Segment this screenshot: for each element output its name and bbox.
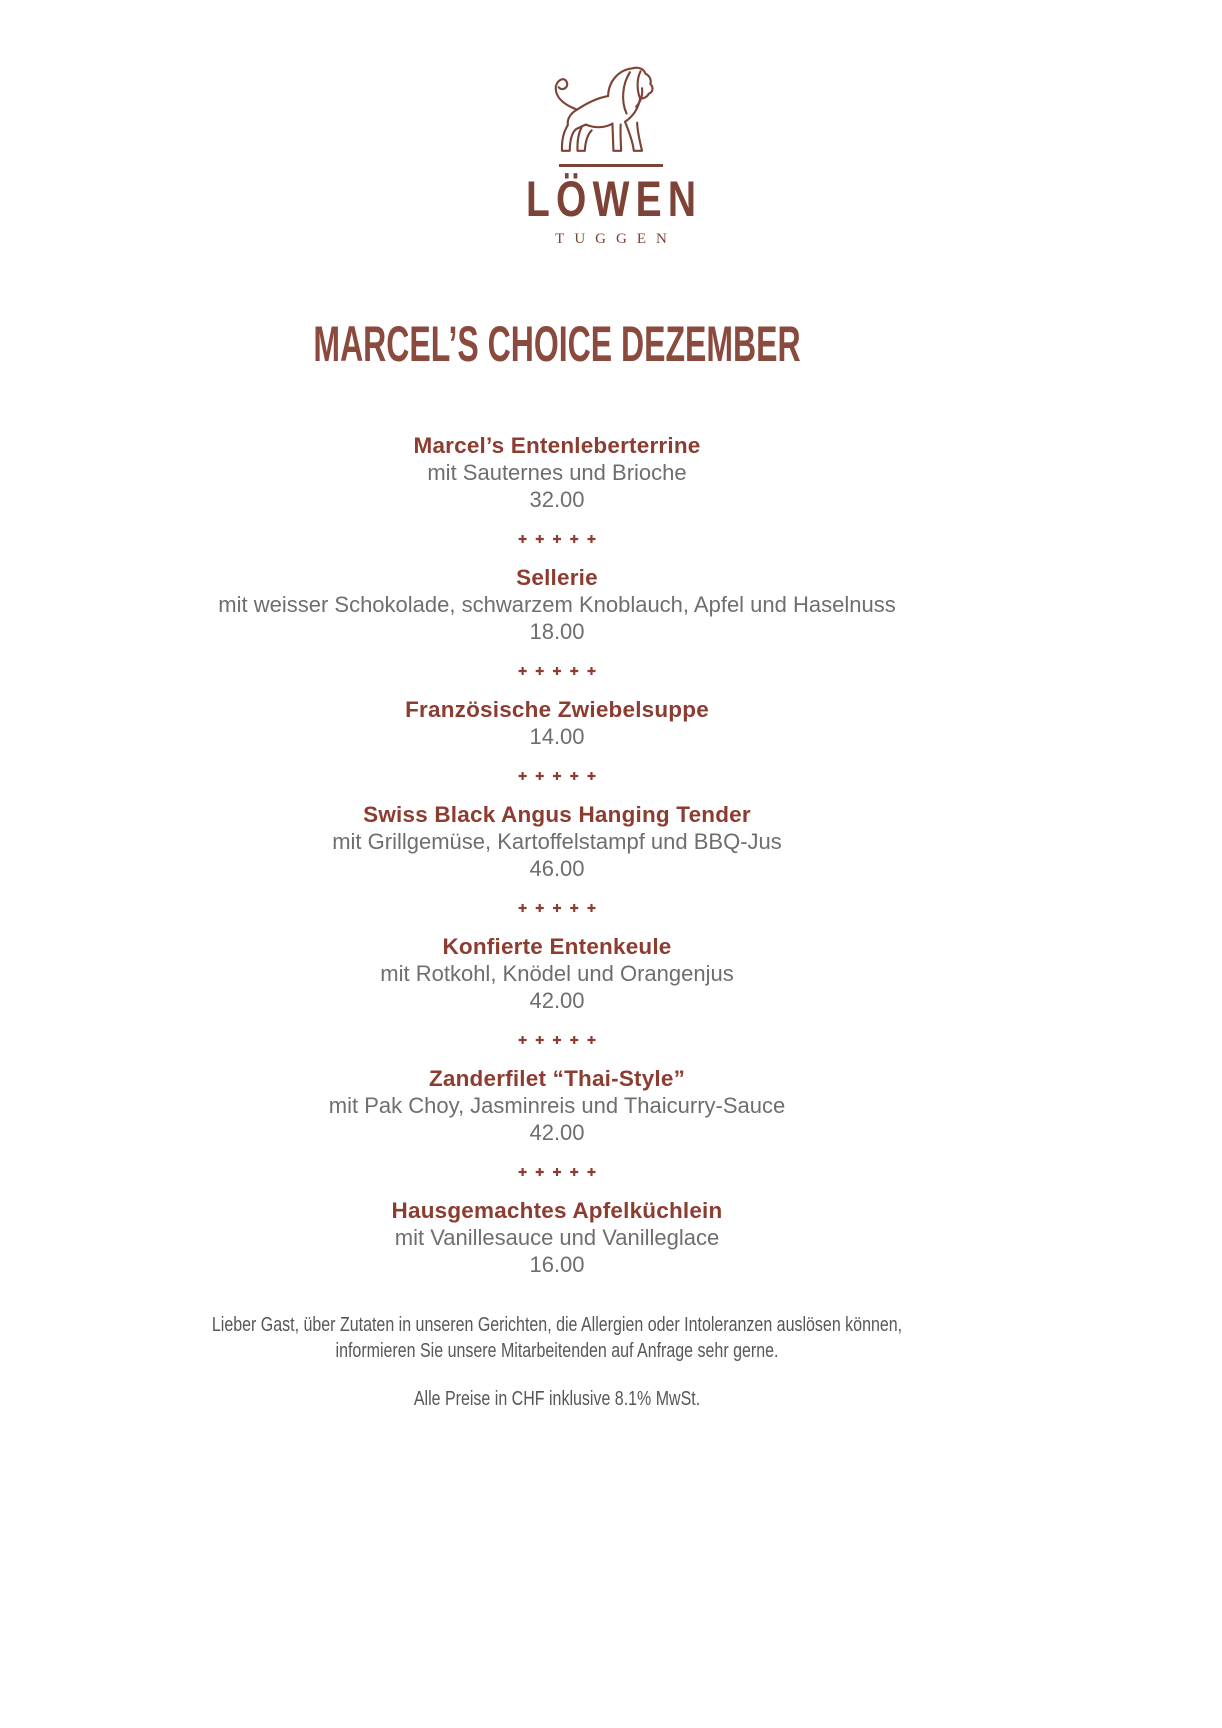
item-price: 18.00 bbox=[529, 619, 585, 644]
allergy-note-line2: informieren Sie unsere Mitarbeitenden auf Anfrage sehr gerne. bbox=[335, 1340, 779, 1362]
item-name: Französische Zwiebelsuppe bbox=[405, 697, 709, 722]
menu-item bbox=[0, 933, 1114, 1014]
brand-subtitle: TUGGEN bbox=[555, 231, 677, 247]
item-description: mit weisser Schokolade, schwarzem Knoblauch, Apfel und Haselnuss bbox=[218, 592, 896, 617]
separator-dots: ✚✚✚✚✚ bbox=[517, 534, 605, 546]
logo-divider bbox=[559, 164, 663, 167]
menu-item bbox=[0, 1065, 1114, 1146]
item-description: mit Sauternes und Brioche bbox=[427, 460, 687, 485]
menu-title: MARCEL’S CHOICE DEZEMBER bbox=[313, 316, 801, 372]
menu-item bbox=[0, 564, 1114, 645]
item-price: 42.00 bbox=[529, 988, 585, 1013]
brand-name: LÖWEN bbox=[525, 171, 703, 227]
item-name: Hausgemachtes Apfelküchlein bbox=[391, 1198, 723, 1223]
separator-dots: ✚✚✚✚✚ bbox=[517, 666, 605, 678]
item-description: mit Pak Choy, Jasminreis und Thaicurry-Sauce bbox=[328, 1093, 786, 1118]
item-price: 16.00 bbox=[529, 1252, 585, 1277]
menu-item bbox=[0, 801, 1114, 882]
item-price: 14.00 bbox=[529, 724, 585, 749]
page-footer bbox=[0, 1312, 1114, 1412]
item-name: Marcel’s Entenleberterrine bbox=[413, 433, 701, 458]
allergy-note-line1: Lieber Gast, über Zutaten in unseren Gerichten, die Allergien oder Intoleranzen auslösen können, bbox=[211, 1314, 903, 1336]
lion-icon bbox=[547, 64, 675, 161]
vat-note: Alle Preise in CHF inklusive 8.1% MwSt. bbox=[413, 1388, 701, 1410]
item-name: Zanderfilet “Thai-Style” bbox=[428, 1066, 686, 1091]
menu-item bbox=[0, 432, 1114, 513]
separator-dots: ✚✚✚✚✚ bbox=[517, 903, 605, 915]
menu-list bbox=[0, 432, 1114, 1278]
separator-dots: ✚✚✚✚✚ bbox=[517, 1035, 605, 1047]
separator-dots: ✚✚✚✚✚ bbox=[517, 771, 605, 783]
item-name: Konfierte Entenkeule bbox=[442, 934, 672, 959]
item-description: mit Vanillesauce und Vanilleglace bbox=[394, 1225, 720, 1250]
item-price: 42.00 bbox=[529, 1120, 585, 1145]
item-name: Swiss Black Angus Hanging Tender bbox=[363, 802, 751, 827]
item-price: 32.00 bbox=[529, 487, 585, 512]
menu-item bbox=[0, 696, 1114, 750]
item-description: mit Rotkohl, Knödel und Orangenjus bbox=[380, 961, 734, 986]
menu-item bbox=[0, 1197, 1114, 1278]
item-description: mit Grillgemüse, Kartoffelstampf und BBQ-Jus bbox=[332, 829, 782, 854]
item-name: Sellerie bbox=[516, 565, 598, 590]
separator-dots: ✚✚✚✚✚ bbox=[517, 1167, 605, 1179]
restaurant-logo bbox=[0, 64, 1222, 248]
item-price: 46.00 bbox=[529, 856, 585, 881]
